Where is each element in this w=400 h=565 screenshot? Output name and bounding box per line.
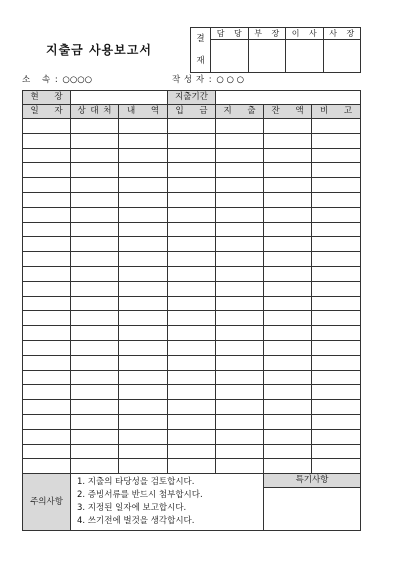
cell-balance (264, 237, 312, 252)
cell-deposit (168, 385, 216, 400)
cell-date (23, 281, 71, 296)
cell-remarks (312, 414, 361, 429)
cell-balance (264, 163, 312, 178)
cell-balance (264, 444, 312, 459)
approval-role-staff: 담 당 (211, 28, 249, 40)
cell-deposit (168, 355, 216, 370)
cell-remarks (312, 385, 361, 400)
cell-description (119, 148, 168, 163)
cell-counterparty (71, 429, 119, 444)
cell-deposit (168, 414, 216, 429)
cell-expense (216, 429, 264, 444)
cell-counterparty (71, 385, 119, 400)
department-value: ○○○○ (62, 75, 93, 85)
cell-expense (216, 370, 264, 385)
author-label: 작 성 자 (172, 75, 205, 85)
cell-balance (264, 119, 312, 134)
author-field (172, 75, 244, 86)
column-header-expense: 지 출 (216, 105, 264, 119)
cell-expense (216, 444, 264, 459)
cell-deposit (168, 311, 216, 326)
column-header-remarks: 비 고 (312, 105, 361, 119)
cell-deposit (168, 252, 216, 267)
approval-box (190, 27, 361, 73)
notes-list (71, 474, 264, 531)
cell-balance (264, 459, 312, 474)
table-row (23, 370, 361, 385)
cell-date (23, 207, 71, 222)
notes-item: 2. 증빙서류를 반드시 첨부합시다. (77, 490, 203, 501)
cell-remarks (312, 370, 361, 385)
cell-deposit (168, 119, 216, 134)
cell-description (119, 385, 168, 400)
cell-remarks (312, 429, 361, 444)
cell-description (119, 207, 168, 222)
department-separator: : (54, 75, 58, 85)
cell-description (119, 311, 168, 326)
cell-description (119, 192, 168, 207)
table-body (23, 119, 361, 474)
table-row (23, 414, 361, 429)
cell-description (119, 326, 168, 341)
cell-expense (216, 148, 264, 163)
table-row (23, 326, 361, 341)
author-value: ○ ○ ○ (216, 75, 244, 85)
table-row (23, 340, 361, 355)
cell-date (23, 192, 71, 207)
cell-remarks (312, 163, 361, 178)
cell-expense (216, 311, 264, 326)
cell-remarks (312, 178, 361, 193)
cell-date (23, 237, 71, 252)
table-row (23, 296, 361, 311)
cell-deposit (168, 370, 216, 385)
cell-balance (264, 192, 312, 207)
table-row (23, 237, 361, 252)
cell-description (119, 414, 168, 429)
notes-item: 1. 지출의 타당성을 검토합시다. (77, 477, 195, 488)
cell-deposit (168, 429, 216, 444)
author-separator: : (208, 75, 212, 85)
cell-remarks (312, 207, 361, 222)
signature-cell-president (323, 40, 361, 73)
cell-description (119, 296, 168, 311)
cell-balance (264, 222, 312, 237)
table-row (23, 148, 361, 163)
cell-deposit (168, 192, 216, 207)
cell-deposit (168, 296, 216, 311)
cell-expense (216, 266, 264, 281)
cell-counterparty (71, 326, 119, 341)
cell-counterparty (71, 266, 119, 281)
period-label: 지출기간 (168, 91, 216, 105)
cell-description (119, 370, 168, 385)
cell-remarks (312, 237, 361, 252)
table-foot (23, 474, 361, 531)
approval-label-top: 결 (196, 34, 205, 44)
cell-deposit (168, 222, 216, 237)
table-row (23, 207, 361, 222)
remarks-value (264, 488, 361, 531)
signature-cell-manager (248, 40, 286, 73)
cell-remarks (312, 340, 361, 355)
cell-expense (216, 252, 264, 267)
cell-counterparty (71, 178, 119, 193)
approval-signature-row (191, 40, 361, 73)
cell-date (23, 148, 71, 163)
cell-deposit (168, 400, 216, 415)
column-header-date: 일 자 (23, 105, 71, 119)
cell-date (23, 444, 71, 459)
cell-deposit (168, 266, 216, 281)
table-row (23, 192, 361, 207)
notes-label: 주의사항 (23, 474, 71, 531)
cell-counterparty (71, 237, 119, 252)
cell-counterparty (71, 414, 119, 429)
cell-balance (264, 311, 312, 326)
table-row (23, 281, 361, 296)
cell-date (23, 429, 71, 444)
approval-label-bottom: 재 (196, 55, 205, 66)
cell-deposit (168, 340, 216, 355)
cell-balance (264, 252, 312, 267)
cell-remarks (312, 311, 361, 326)
cell-expense (216, 207, 264, 222)
cell-counterparty (71, 192, 119, 207)
cell-remarks (312, 192, 361, 207)
cell-expense (216, 192, 264, 207)
notes-row (23, 474, 361, 488)
cell-deposit (168, 281, 216, 296)
cell-balance (264, 370, 312, 385)
cell-description (119, 340, 168, 355)
column-header-counterparty: 상 대 처 (71, 105, 119, 119)
table-row (23, 459, 361, 474)
period-value (216, 91, 361, 105)
cell-remarks (312, 266, 361, 281)
cell-expense (216, 340, 264, 355)
remarks-label: 특기사항 (264, 474, 361, 488)
cell-expense (216, 119, 264, 134)
cell-remarks (312, 326, 361, 341)
cell-balance (264, 429, 312, 444)
cell-description (119, 429, 168, 444)
cell-deposit (168, 133, 216, 148)
cell-counterparty (71, 148, 119, 163)
cell-counterparty (71, 133, 119, 148)
cell-description (119, 163, 168, 178)
cell-remarks (312, 148, 361, 163)
table-row (23, 311, 361, 326)
cell-date (23, 459, 71, 474)
cell-description (119, 355, 168, 370)
cell-counterparty (71, 281, 119, 296)
cell-description (119, 281, 168, 296)
cell-description (119, 222, 168, 237)
cell-description (119, 444, 168, 459)
cell-counterparty (71, 459, 119, 474)
cell-counterparty (71, 444, 119, 459)
cell-balance (264, 266, 312, 281)
cell-remarks (312, 459, 361, 474)
table-head (23, 91, 361, 119)
cell-date (23, 266, 71, 281)
cell-remarks (312, 444, 361, 459)
cell-counterparty (71, 163, 119, 178)
cell-counterparty (71, 207, 119, 222)
cell-expense (216, 385, 264, 400)
cell-expense (216, 326, 264, 341)
cell-deposit (168, 148, 216, 163)
approval-header-row (191, 28, 361, 40)
cell-description (119, 178, 168, 193)
cell-remarks (312, 133, 361, 148)
cell-balance (264, 414, 312, 429)
cell-balance (264, 281, 312, 296)
cell-date (23, 355, 71, 370)
cell-description (119, 252, 168, 267)
cell-remarks (312, 400, 361, 415)
table-row (23, 133, 361, 148)
expense-table (22, 90, 361, 531)
cell-date (23, 326, 71, 341)
cell-date (23, 400, 71, 415)
cell-counterparty (71, 252, 119, 267)
cell-expense (216, 414, 264, 429)
cell-counterparty (71, 311, 119, 326)
cell-counterparty (71, 355, 119, 370)
cell-counterparty (71, 340, 119, 355)
cell-expense (216, 178, 264, 193)
cell-date (23, 222, 71, 237)
approval-role-president: 사 장 (323, 28, 361, 40)
cell-balance (264, 296, 312, 311)
table-row (23, 252, 361, 267)
cell-deposit (168, 459, 216, 474)
table-row (23, 385, 361, 400)
cell-date (23, 370, 71, 385)
signature-cell-director (286, 40, 324, 73)
signature-cell-staff (211, 40, 249, 73)
column-header-balance: 잔 액 (264, 105, 312, 119)
cell-expense (216, 400, 264, 415)
table-row (23, 355, 361, 370)
cell-description (119, 237, 168, 252)
cell-deposit (168, 178, 216, 193)
table-row (23, 444, 361, 459)
cell-date (23, 252, 71, 267)
cell-date (23, 163, 71, 178)
cell-balance (264, 148, 312, 163)
cell-date (23, 133, 71, 148)
cell-balance (264, 355, 312, 370)
cell-balance (264, 133, 312, 148)
cell-counterparty (71, 119, 119, 134)
site-value (71, 91, 168, 105)
cell-counterparty (71, 296, 119, 311)
cell-balance (264, 385, 312, 400)
notes-item: 4. 쓰기전에 벌것을 생각합시다. (77, 516, 195, 527)
cell-balance (264, 207, 312, 222)
cell-deposit (168, 207, 216, 222)
table-row (23, 400, 361, 415)
cell-remarks (312, 119, 361, 134)
page-title: 지출금 사용보고서 (46, 43, 152, 57)
cell-description (119, 133, 168, 148)
cell-balance (264, 326, 312, 341)
cell-expense (216, 355, 264, 370)
cell-date (23, 414, 71, 429)
cell-deposit (168, 237, 216, 252)
department-label: 소 속 (22, 75, 51, 85)
cell-date (23, 311, 71, 326)
cell-expense (216, 222, 264, 237)
table-row (23, 222, 361, 237)
cell-description (119, 266, 168, 281)
cell-deposit (168, 163, 216, 178)
approval-role-manager: 부 장 (248, 28, 286, 40)
department-field (22, 75, 92, 86)
cell-balance (264, 178, 312, 193)
cell-description (119, 400, 168, 415)
table-row (23, 178, 361, 193)
table-row (23, 266, 361, 281)
cell-counterparty (71, 222, 119, 237)
cell-counterparty (71, 370, 119, 385)
cell-expense (216, 133, 264, 148)
cell-expense (216, 296, 264, 311)
cell-remarks (312, 296, 361, 311)
cell-remarks (312, 222, 361, 237)
cell-date (23, 340, 71, 355)
cell-remarks (312, 252, 361, 267)
table-row (23, 429, 361, 444)
cell-description (119, 459, 168, 474)
cell-remarks (312, 281, 361, 296)
cell-balance (264, 340, 312, 355)
cell-expense (216, 281, 264, 296)
table-row (23, 163, 361, 178)
notes-item: 3. 지정된 일자에 보고합시다. (77, 503, 187, 514)
column-header-description: 내 역 (119, 105, 168, 119)
approval-label (191, 28, 211, 73)
cell-date (23, 385, 71, 400)
cell-balance (264, 400, 312, 415)
cell-remarks (312, 355, 361, 370)
cell-deposit (168, 444, 216, 459)
cell-expense (216, 459, 264, 474)
cell-counterparty (71, 400, 119, 415)
table-row (23, 119, 361, 134)
cell-date (23, 296, 71, 311)
cell-expense (216, 237, 264, 252)
cell-description (119, 119, 168, 134)
cell-deposit (168, 326, 216, 341)
cell-expense (216, 163, 264, 178)
column-header-deposit: 입 금 (168, 105, 216, 119)
column-header-row (23, 105, 361, 119)
site-label: 현 장 (23, 91, 71, 105)
cell-date (23, 119, 71, 134)
cell-date (23, 178, 71, 193)
site-row (23, 91, 361, 105)
approval-role-director: 이 사 (286, 28, 324, 40)
